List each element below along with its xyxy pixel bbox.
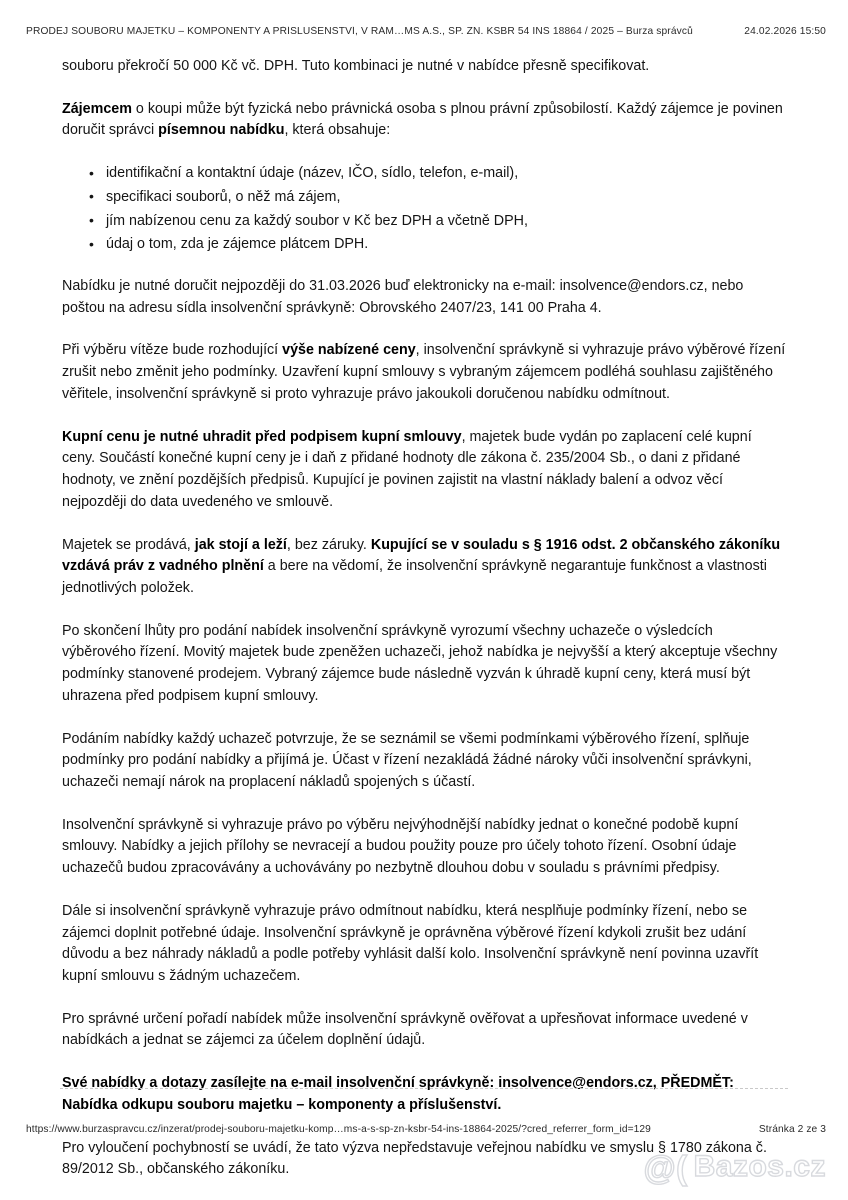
list-item-label: jím nabízenou cenu za každý soubor v Kč bez DPH a včetně DPH, bbox=[106, 212, 528, 229]
print-header bbox=[26, 26, 826, 37]
paragraph-after-deadline bbox=[62, 621, 788, 708]
list-item bbox=[106, 163, 788, 185]
print-footer bbox=[26, 1124, 826, 1135]
paragraph-submission-deadline bbox=[62, 276, 788, 319]
paragraph-zajemce-bold-1: Zájemcem bbox=[62, 100, 132, 117]
footer-divider bbox=[60, 1088, 788, 1089]
paragraph-as-is-bold-1: jak stojí a leží bbox=[194, 536, 287, 553]
list-item-label: údaj o tom, zda je zájemce plátcem DPH. bbox=[106, 236, 369, 253]
paragraph-ranking-verification-text: Pro správné určení pořadí nabídek může insolvenční správkyně ověřovat a upřesňovat informace uvedené v nabídkách a jednat se zájemci za účelem doplnění údajů. bbox=[62, 1010, 748, 1049]
paragraph-purchase-price bbox=[62, 427, 788, 514]
paragraph-contact-instructions bbox=[62, 1073, 788, 1116]
paragraph-winner-selection-head: Při výběru vítěze bude rozhodující bbox=[62, 342, 283, 359]
print-footer-page-number: Stránka 2 ze 3 bbox=[758, 1124, 826, 1135]
paragraph-as-is-bold-2: Kupující se v souladu s § 1916 odst. 2 občanského zákoníku vzdává práv z vadného plnění bbox=[62, 536, 781, 575]
paragraph-rejection-rights bbox=[62, 901, 788, 988]
paragraph-winner-selection-bold-1: výše nabízené ceny bbox=[282, 342, 416, 359]
paragraph-trustee-rights bbox=[62, 815, 788, 880]
at-sign-icon: @( bbox=[643, 1148, 688, 1186]
paragraph-as-is-tail: a bere na vědomí, že insolvenční správkyně negarantuje funkčnost a vlastnosti jednotlivých položek. bbox=[62, 558, 767, 596]
paragraph-after-deadline-text: Po skončení lhůty pro podání nabídek insolvenční správkyně vyrozumí všechny uchazeče o výsledcích výběrového řízení. Movitý majetek bude zpeněžen uchazeči, jehož nabídka je nejvyšší a který akceptuje všechny podmínky stanovené prodejem. Vybraný zájemce bude následně vyzván k úhradě kupní ceny, která musí být uhrazena před podpisem kupní smlouvy. bbox=[62, 622, 778, 704]
paragraph-not-public-offer bbox=[62, 1138, 788, 1181]
bazos-watermark-label: Bazos.cz bbox=[693, 1150, 826, 1183]
paragraph-submission-deadline-text: Nabídku je nutné doručit nejpozději do 31.03.2026 buď elektronicky na e-mail: insolvence@endors.cz, nebo poštou na adresu sídla insolvenční správkyně: Obrovského 2407/23, 141 00 Praha 4. bbox=[62, 278, 744, 316]
document-body bbox=[62, 56, 788, 1181]
paragraph-rejection-rights-text: Dále si insolvenční správkyně vyhrazuje právo odmítnout nabídku, která nesplňuje podmínky řízení, nebo se zájemci doplnit potřebné údaje. Insolvenční správkyně je oprávněna výběrové řízení kdykoli zrušit bez udání důvodu a bez náhrady nákladů a podle potřeby vyhlásit další kolo. Insolvenční správkyně není povinna uzavřít kupní smlouvu s žádným uchazečem. bbox=[62, 902, 759, 984]
paragraph-trustee-rights-text: Insolvenční správkyně si vyhrazuje právo po výběru nejvýhodnější nabídky jednat o konečné podobě kupní smlouvy. Nabídky a jejich přílohy se nevracejí a budou použity pouze pro účely tohoto řízení. Osobní údaje uchazečů budou zpracovávány a uchovávány po nezbytně dlouhou dobu v souladu s právními předpisy. bbox=[62, 816, 739, 877]
paragraph-as-is-head: Majetek se prodává, bbox=[62, 536, 195, 553]
paragraph-continued bbox=[62, 56, 788, 78]
offer-requirements-list bbox=[62, 163, 788, 256]
paragraph-as-is-mid-1: , bez záruky. bbox=[286, 536, 371, 553]
list-item bbox=[106, 211, 788, 233]
list-item-label: identifikační a kontaktní údaje (název, IČO, sídlo, telefon, e-mail), bbox=[106, 165, 519, 182]
paragraph-ranking-verification bbox=[62, 1009, 788, 1052]
paragraph-zajemce-mid-1: o koupi může být fyzická nebo právnická osoba s plnou právní způsobilostí. Každý zájemce je povinen doručit správci bbox=[62, 100, 783, 139]
print-header-timestamp: 24.02.2026 15:50 bbox=[744, 26, 826, 37]
paragraph-purchase-price-tail: , majetek bude vydán po zaplacení celé kupní ceny. Součástí konečné kupní ceny je i daň z přidané hodnoty dle zákona č. 235/2004 Sb., o dani z přidané hodnoty, ve znění pozdějších předpisů. Kupující je povinen zajistit na vlastní náklady balení a odvoz věcí nejpozději do data uvedeného ve smlouvě. bbox=[62, 428, 752, 510]
paragraph-zajemce-bold-2: písemnou nabídku bbox=[158, 122, 285, 139]
paragraph-bid-confirmation bbox=[62, 729, 788, 794]
paragraph-as-is-clause bbox=[62, 535, 788, 600]
list-item-label: specifikaci souborů, o něž má zájem, bbox=[106, 188, 341, 205]
paragraph-zajemce bbox=[62, 99, 788, 142]
print-footer-source-url: https://www.burzaspravcu.cz/inzerat/prodej-souboru-majetku-komp…ms-a-s-sp-zn-ksbr-54-ins-18864-2025/?cred_referrer_form_id=129 bbox=[26, 1124, 651, 1135]
paragraph-purchase-price-bold-1: Kupní cenu je nutné uhradit před podpisem kupní smlouvy bbox=[62, 428, 462, 445]
paragraph-not-public-offer-text: Pro vyloučení pochybností se uvádí, že tato výzva nepředstavuje veřejnou nabídku ve smyslu § 1780 zákona č. 89/2012 Sb., občanského zákoníku. bbox=[62, 1139, 767, 1178]
paragraph-zajemce-tail: , která obsahuje: bbox=[284, 122, 391, 139]
print-header-document-title: PRODEJ SOUBORU MAJETKU – KOMPONENTY A PŘÍSLUŠENSTVÍ, V RÁM…MS A.S., SP. ZN. KSBR 54 INS 18864 / 2025 – Burza správců bbox=[26, 26, 693, 37]
paragraph-winner-selection-tail: , insolvenční správkyně si vyhrazuje právo výběrové řízení zrušit nebo změnit jeho podmínky. Uzavření kupní smlouvy s vybraným zájemcem podléhá souhlasu zajištěného věřitele, insolvenční správkyně si proto vyhrazuje právo jakoukoli doručenou nabídku odmítnout. bbox=[62, 342, 786, 402]
paragraph-continued-text: souboru překročí 50 000 Kč vč. DPH. Tuto kombinaci je nutné v nabídce přesně specifikovat. bbox=[62, 58, 650, 74]
list-item bbox=[106, 234, 788, 256]
list-item bbox=[106, 187, 788, 209]
paragraph-contact-instructions-bold: Své nabídky a dotazy zasílejte na e-mail insolvenční správkyně: insolvence@endors.cz, PŘEDMĚT: Nabídka odkupu souboru majetku – komponenty a příslušenství. bbox=[62, 1075, 734, 1113]
paragraph-bid-confirmation-text: Podáním nabídky každý uchazeč potvrzuje, že se seznámil se všemi podmínkami výběrového řízení, splňuje podmínky pro podání nabídky a přijímá je. Účast v řízení nezakládá žádné nároky vůči insolvenční správkyni, uchazeči nemají nárok na proplacení nákladů spojených s účastí. bbox=[62, 730, 752, 790]
paragraph-winner-selection bbox=[62, 340, 788, 405]
